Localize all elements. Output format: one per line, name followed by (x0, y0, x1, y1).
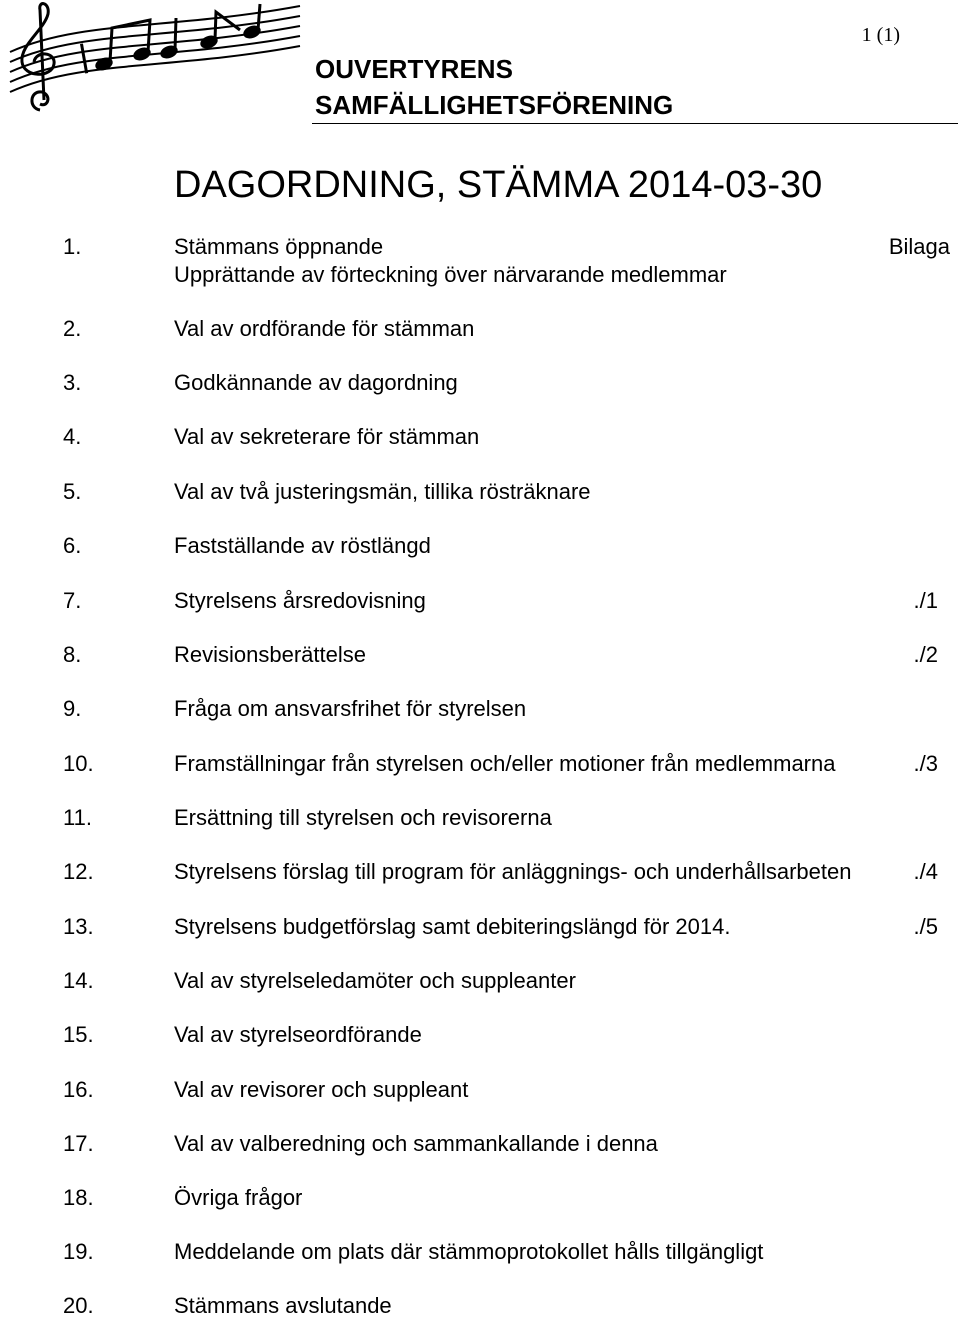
agenda-item-attachment-ref: ./4 (913, 859, 938, 884)
bilaga-column-header: Bilaga (888, 234, 950, 259)
agenda-item-number: 13. (63, 914, 94, 939)
agenda-item-text: Framställningar från styrelsen och/eller motioner från medlemmarna (174, 751, 836, 776)
agenda-item (0, 1129, 960, 1159)
agenda-item (0, 477, 960, 507)
agenda-item (0, 749, 960, 779)
agenda-item-number: 10. (63, 751, 94, 776)
agenda-item-number: 20. (63, 1293, 94, 1318)
agenda-item (0, 1237, 960, 1267)
agenda-item-text: Revisionsberättelse (174, 642, 366, 667)
agenda-item-text: Val av styrelseordförande (174, 1022, 422, 1047)
agenda-item-text: Val av sekreterare för stämman (174, 424, 480, 449)
agenda-item-text: Fråga om ansvarsfrihet för styrelsen (174, 696, 527, 721)
agenda-item-text: Val av två justeringsmän, tillika rösträknare (174, 479, 591, 504)
agenda-item-number: 16. (63, 1077, 94, 1102)
agenda-item-number: 11. (63, 805, 92, 830)
agenda-item (0, 368, 960, 398)
agenda-item-attachment-ref: ./1 (913, 588, 938, 613)
agenda-item-attachment-ref: ./5 (913, 914, 938, 939)
agenda-item (0, 1020, 960, 1050)
agenda-item-text: Stämmans avslutande (174, 1293, 392, 1318)
agenda-item (0, 857, 960, 887)
agenda-item (0, 912, 960, 942)
agenda-item (0, 1183, 960, 1213)
agenda-item (0, 1075, 960, 1105)
agenda-item (0, 694, 960, 724)
agenda-item (0, 586, 960, 616)
agenda-item-text: Val av revisorer och suppleant (174, 1077, 469, 1102)
organization-name (315, 51, 673, 123)
agenda-item (0, 640, 960, 670)
agenda-item-text: Övriga frågor (174, 1185, 303, 1210)
agenda-item-subtext: Upprättande av förteckning över närvarande medlemmar (174, 262, 727, 287)
agenda-item-number: 7. (63, 588, 82, 613)
agenda-item (0, 803, 960, 833)
agenda-item-text: Styrelsens budgetförslag samt debiteringslängd för 2014. (174, 914, 731, 939)
agenda-item-attachment-ref: ./2 (913, 642, 938, 667)
agenda-item-text: Stämmans öppnande (174, 234, 384, 259)
agenda-item (0, 531, 960, 561)
agenda-item-number: 4. (63, 424, 82, 449)
header-divider (312, 123, 958, 124)
agenda-item-number: 6. (63, 533, 82, 558)
agenda-item-number: 12. (63, 859, 94, 884)
agenda-item-text: Meddelande om plats där stämmoprotokollet hålls tillgängligt (174, 1239, 764, 1264)
org-name-line2: SAMFÄLLIGHETSFÖRENING (315, 90, 674, 120)
agenda-item-number: 17. (63, 1131, 94, 1156)
agenda-item (0, 1291, 960, 1321)
agenda-item-number: 15. (63, 1022, 94, 1047)
agenda-item-text: Val av ordförande för stämman (174, 316, 475, 341)
agenda-item-number: 18. (63, 1185, 94, 1210)
agenda-item-number: 8. (63, 642, 82, 667)
agenda-item (0, 422, 960, 452)
agenda-item-number: 14. (63, 968, 94, 993)
music-notes-logo (0, 0, 310, 118)
agenda-item (0, 966, 960, 996)
agenda-item-number: 1. (63, 234, 82, 259)
agenda-item-text: Val av styrelseledamöter och suppleanter (174, 968, 576, 993)
agenda-item-text: Styrelsens förslag till program för anläggnings- och underhållsarbeten (174, 859, 852, 884)
agenda-item-text: Godkännande av dagordning (174, 370, 458, 395)
agenda-item-number: 9. (63, 696, 82, 721)
agenda-item (0, 314, 960, 344)
org-name-line1: OUVERTYRENS (315, 54, 513, 84)
agenda-item-text: Val av valberedning och sammankallande i denna (174, 1131, 658, 1156)
agenda-item-text: Styrelsens årsredovisning (174, 588, 426, 613)
agenda-item-number: 5. (63, 479, 82, 504)
agenda-item-number: 19. (63, 1239, 94, 1264)
agenda-item-attachment-ref: ./3 (913, 751, 938, 776)
agenda-item (0, 232, 960, 262)
agenda-item-number: 2. (63, 316, 82, 341)
agenda-item-text: Ersättning till styrelsen och revisorerna (174, 805, 552, 830)
page-title: DAGORDNING, STÄMMA 2014-03-30 (174, 164, 823, 206)
agenda-item-number: 3. (63, 370, 82, 395)
agenda-item-text: Fastställande av röstlängd (174, 533, 431, 558)
page-number: 1 (1) (861, 24, 900, 46)
